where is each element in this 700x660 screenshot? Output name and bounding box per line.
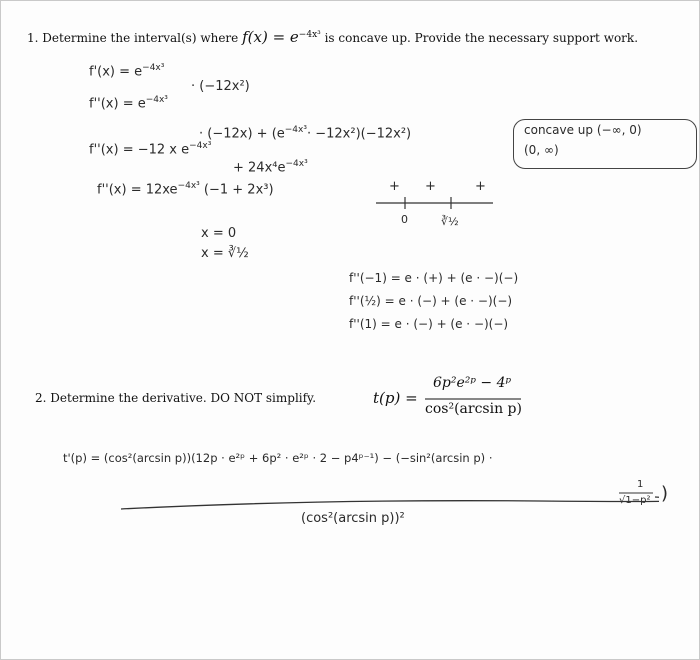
sign-plus-1: + [389, 179, 400, 194]
work1-root-zero: x = 0 [201, 226, 237, 241]
work2-denominator: (cos²(arcsin p))² [301, 511, 405, 526]
test-value-2: f''(½) = e · (−) + (e · −)(−) [349, 294, 513, 308]
work1-second-derivative [89, 95, 168, 111]
question-2-numerator: 6p²e²ᵖ − 4ᵖ [433, 375, 512, 391]
work1-line3-label-exp: −4x³ [189, 141, 212, 151]
sign-tick-zero: 0 [401, 213, 408, 226]
work1-line1-exp: −4x³ [142, 63, 165, 73]
work2-frac-num: 1 [637, 479, 644, 490]
work1-line3 [89, 141, 211, 157]
work1-line1-factor: · (−12x²) [191, 79, 250, 94]
work1-line2-exp: −4x³ [145, 95, 168, 105]
question-2-prompt [35, 391, 316, 405]
question-1-prompt [27, 28, 638, 46]
question-1-text-after: is concave up. Provide the necessary support work. [324, 31, 639, 45]
work1-line4 [233, 159, 308, 175]
question-1-number: 1. [27, 31, 39, 45]
work1-first-derivative [89, 63, 164, 79]
work1-line4-exp: −4x³ [285, 159, 308, 169]
question-2-number: 2. [35, 391, 47, 405]
work1-line1: f'(x) = e [89, 64, 143, 80]
sign-tick-root: ∛½ [441, 215, 459, 228]
work2-frac-den: √1−p² [619, 495, 651, 506]
work1-root-cuberoot: x = ∛½ [201, 246, 249, 261]
question-1-text-before: Determine the interval(s) where [42, 31, 239, 45]
work1-product-rule [199, 125, 411, 141]
answer-box [513, 119, 697, 169]
question-2-text: Determine the derivative. DO NOT simplify. [50, 391, 317, 405]
work1-line5-tail: (−1 + 2x³) [203, 182, 274, 198]
work1-line4-text: + 24x⁴e [233, 160, 286, 176]
sign-plus-3: + [475, 179, 486, 194]
work1-line5: f''(x) = 12xe [97, 182, 178, 198]
work1-line3-a-exp: −4x³ [284, 125, 307, 135]
question-2-lhs: t(p) = [373, 389, 418, 407]
work1-line2: f''(x) = e [89, 96, 146, 112]
work1-line3-label: f''(x) = −12 x e [89, 142, 190, 158]
work1-line3-a-tail: · −12x²)(−12x²) [306, 126, 412, 142]
work2-paren: ) [661, 483, 669, 504]
question-1-exponent: −4x³ [298, 30, 321, 40]
answer-box-line1: concave up (−∞, 0) [524, 123, 642, 137]
sign-plus-2: + [425, 179, 436, 194]
work1-line3-a: · (−12x) + (e [199, 126, 285, 142]
test-value-3: f''(1) = e · (−) + (e · −)(−) [349, 317, 509, 331]
question-1-function: f(x) = e [242, 28, 299, 46]
question-2-denominator: cos²(arcsin p) [425, 401, 522, 417]
work1-line5-exp: −4x³ [177, 181, 200, 191]
work2-line1: t'(p) = (cos²(arcsin p))(12p · e²ᵖ + 6p² · e²ᵖ · 2 − p4ᵖ⁻¹) − (−sin²(arcsin p) · [63, 451, 493, 465]
test-value-1: f''(−1) = e · (+) + (e · −)(−) [349, 271, 519, 285]
work1-factored [97, 181, 274, 197]
answer-box-line2: (0, ∞) [524, 143, 559, 157]
